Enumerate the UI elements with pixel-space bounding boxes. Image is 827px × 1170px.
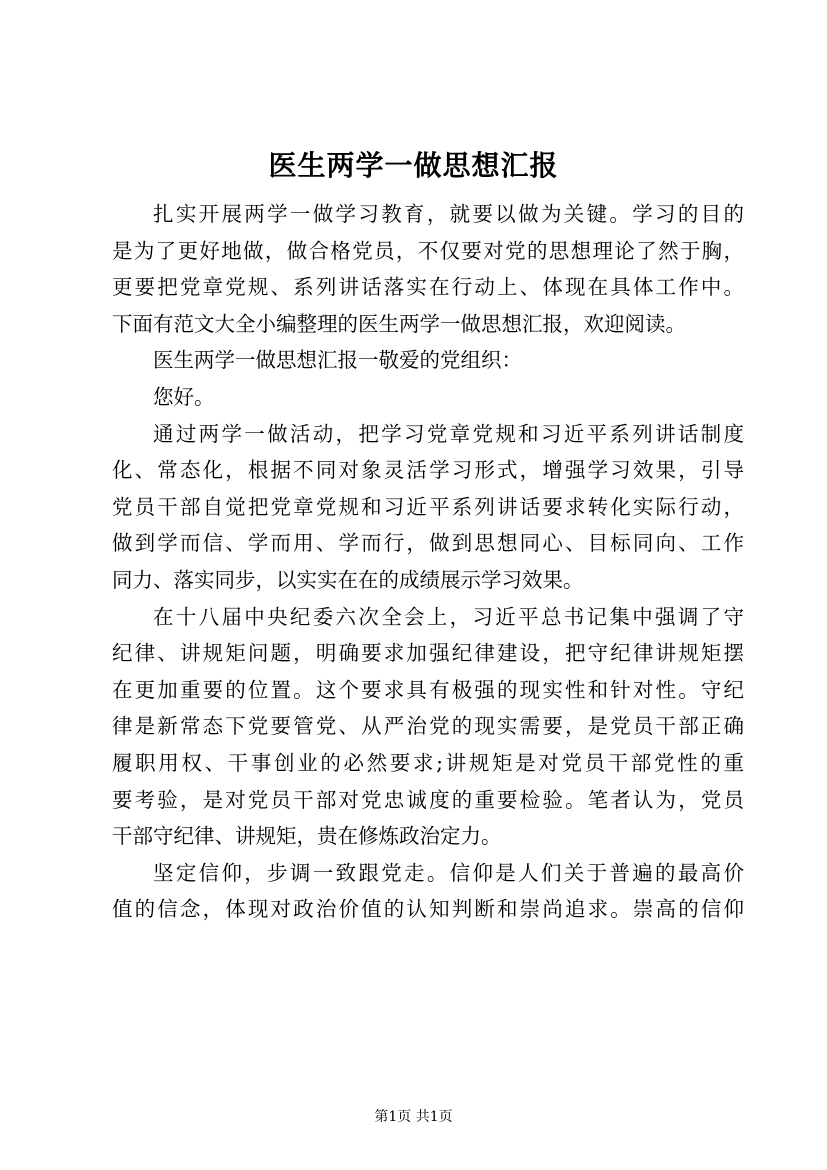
paragraph [112, 416, 744, 599]
text-line: 干部守纪律、讲规矩，贵在修炼政治定力。 [112, 824, 502, 849]
text-line: 更要把党章党规、系列讲话落实在行动上、体现在具体工作中。 [112, 275, 744, 300]
document-body [112, 196, 744, 928]
text-line: 扎实开展两学一做学习教育，就要以做为关键。学习的目的 [153, 202, 744, 226]
text-line: 医生两学一做思想汇报一敬爱的党组织： [153, 348, 522, 373]
text-line: 履职用权、干事创业的必然要求;讲规矩是对党员干部党性的重 [112, 750, 744, 775]
text-line: 是为了更好地做，做合格党员，不仅要对党的思想理论了然于胸， [112, 238, 744, 263]
text-line: 值的信念，体现对政治价值的认知判断和崇尚追求。崇高的信仰 [112, 897, 744, 922]
text-line: 要考验，是对党员干部对党忠诚度的重要检验。笔者认为，党员 [112, 787, 744, 812]
text-line: 党员干部自觉把党章党规和习近平系列讲话要求转化实际行动， [112, 494, 744, 519]
text-line: 下面有范文大全小编整理的医生两学一做思想汇报，欢迎阅读。 [112, 311, 686, 336]
text-line: 您好。 [153, 384, 215, 409]
text-line: 在十八届中央纪委六次全会上，习近平总书记集中强调了守 [153, 604, 744, 629]
paragraph [112, 342, 744, 379]
page-footer: 第1页 共1页 [374, 1109, 453, 1125]
text-line: 化、常态化，根据不同对象灵活学习形式，增强学习效果，引导 [112, 458, 744, 483]
text-line: 坚定信仰，步调一致跟党走。信仰是人们关于普遍的最高价 [153, 860, 744, 885]
paragraph [112, 196, 744, 342]
document-title: 医生两学一做思想汇报 [268, 149, 559, 182]
text-line: 同力、落实同步，以实实在在的成绩展示学习效果。 [112, 567, 584, 592]
text-line: 纪律、讲规矩问题，明确要求加强纪律建设，把守纪律讲规矩摆 [112, 641, 744, 666]
text-line: 做到学而信、学而用、学而行，做到思想同心、目标同向、工作 [112, 531, 744, 556]
paragraph [112, 855, 744, 928]
paragraph [112, 379, 744, 416]
paragraph [112, 599, 744, 855]
text-line: 通过两学一做活动，把学习党章党规和习近平系列讲话制度 [153, 421, 744, 446]
text-line: 在更加重要的位置。这个要求具有极强的现实性和针对性。守纪 [112, 677, 744, 702]
text-line: 律是新常态下党要管党、从严治党的现实需要，是党员干部正确 [112, 714, 744, 739]
